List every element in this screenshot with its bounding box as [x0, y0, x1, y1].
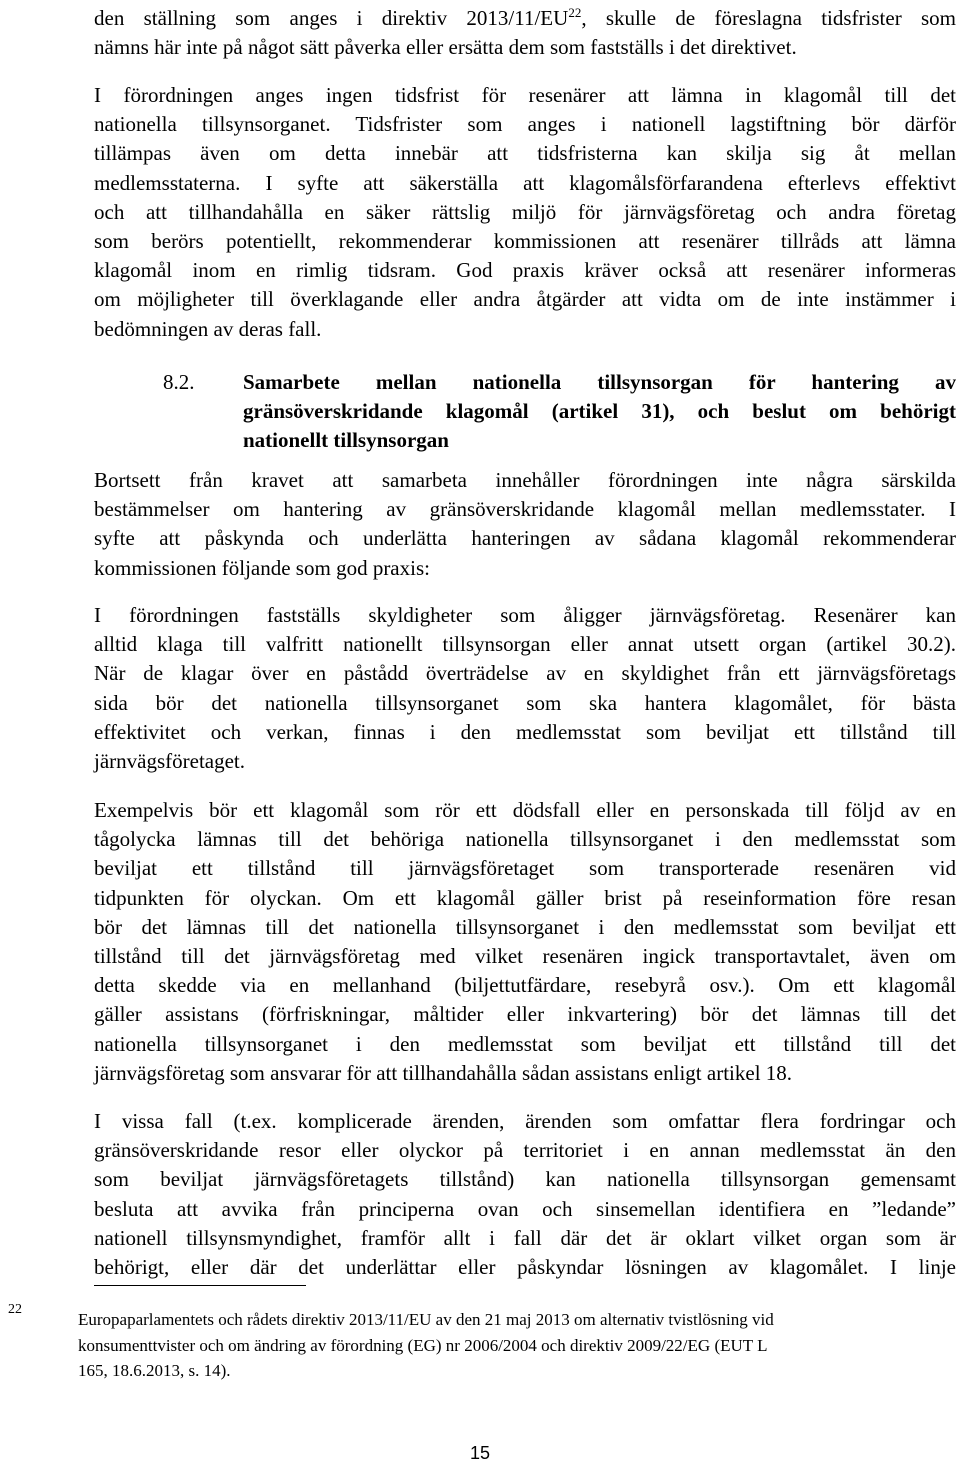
- text-line: nämns här inte på något sätt påverka eller ersätta dem som fastställs i det direktivet.: [94, 35, 797, 60]
- text-line: gränsöverskridande resor eller olyckor på territoriet i en annan medlemsstat än den: [94, 1138, 956, 1163]
- section-number: 8.2.: [163, 370, 195, 394]
- text-line: Bortsett från kravet att samarbeta innehåller förordningen inte några särskilda: [94, 468, 956, 492]
- text-line: nationell tillsynsmyndighet, framför allt i fall där det är oklart vilket organ som är: [94, 1225, 956, 1250]
- text-line: kommissionen följande som god praxis:: [94, 555, 430, 580]
- text-line: bör det lämnas till det nationella tillsynsorganet i den medlemsstat som beviljat ett: [94, 914, 956, 939]
- text-line: gäller assistans (förfriskningar, måltider eller inkvartering) bör det lämnas till det: [94, 1002, 956, 1027]
- section-title: [243, 368, 956, 456]
- heading-line: gränsöverskridande klagomål (artikel 31), och beslut om behörigt: [243, 399, 956, 424]
- text-line: sida bör det nationella tillsynsorganet som ska hantera klagomålet, för bästa: [94, 690, 956, 715]
- paragraph-continuation: [94, 4, 956, 62]
- text-line: Exempelvis bör ett klagomål som rör ett dödsfall eller en personskada till följd av en: [94, 798, 956, 822]
- text-line: bestämmelser om hantering av gränsöverskridande klagomål mellan medlemsstater. I: [94, 497, 956, 522]
- text-line: klagomål inom en rimlig tidsram. God praxis kräver också att resenärer informeras: [94, 258, 956, 283]
- paragraph-obligations: [94, 601, 956, 776]
- text-line: tillämpas även om detta innebär att tidsfristerna kan skilja sig åt mellan: [94, 141, 956, 166]
- text-line: I förordningen fastställs skyldigheter som åligger järnvägsföretag. Resenärer kan: [94, 603, 956, 627]
- text-line: detta skedde via en mellanhand (biljettutfärdare, resebyrå osv.). Om ett klagomål: [94, 973, 956, 998]
- text-line: effektivitet och verkan, finnas i den medlemsstat som beviljat ett tillstånd till: [94, 719, 956, 744]
- paragraph-special-cases: [94, 1107, 956, 1282]
- footnote-line: Europaparlamentets och rådets direktiv 2013/11/EU av den 21 maj 2013 om alternativ tvistlösning vid: [78, 1310, 774, 1329]
- text-line: medlemsstaterna. I syfte att säkerställa att klagomålsförfarandena efterlevs effektivt: [94, 170, 956, 195]
- text-line: behörigt, eller där det underlättar eller påskyndar lösningen av klagomålet. I linje: [94, 1254, 956, 1279]
- text-line: När de klagar över en påstådd överträdelse av en skyldighet från ett järnvägsföretags: [94, 661, 956, 686]
- text-line: beviljat ett tillstånd till järnvägsföretaget som transporterade resenären vid: [94, 856, 956, 881]
- text-line: tillstånd till det järnvägsföretag med vilket resenären ingick transportavtalet, även om: [94, 943, 956, 968]
- text-line: den ställning som anges i direktiv 2013/11/EU$^{22}$, skulle de föreslagna tidsfrister som: [94, 5, 956, 30]
- text-line: I vissa fall (t.ex. komplicerade ärenden, ärenden som omfattar flera fordringar och: [94, 1109, 956, 1133]
- text-line: och att tillhandahålla en säker rättslig miljö för järnvägsföretag och andra företag: [94, 199, 956, 224]
- text-line: tågolycka lämnas till det behöriga nationella tillsynsorganet i den medlemsstat som: [94, 827, 956, 852]
- text-line: syfte att påskynda och underlätta hanteringen av sådana klagomål rekommenderar: [94, 526, 956, 551]
- page-number: 15: [470, 1443, 491, 1463]
- footnote-line: 165, 18.6.2013, s. 14).: [78, 1361, 231, 1380]
- text-line: I förordningen anges ingen tidsfrist för resenärer att lämna in klagomål till det: [94, 83, 956, 107]
- text-line: bedömningen av deras fall.: [94, 316, 322, 341]
- text-line: järnvägsföretag som ansvarar för att tillhandahålla sådan assistans enligt artikel 18.: [94, 1060, 793, 1085]
- paragraph-cooperation: [94, 466, 956, 583]
- text-line: besluta att avvika från principerna ovan och sinsemellan identifiera en ”ledande”: [94, 1196, 956, 1221]
- text-line: som berörs potentiellt, rekommenderar kommissionen att resenärer tillråds att lämna: [94, 228, 956, 253]
- text-line: som beviljat järnvägsföretagets tillstånd) kan nationella tillsynsorgan gemensamt: [94, 1167, 956, 1192]
- footnote-line: konsumenttvister och om ändring av förordning (EG) nr 2006/2004 och direktiv 2009/22/EG (EUT L: [78, 1335, 768, 1355]
- text-line: tidpunkten för olyckan. Om ett klagomål gäller brist på reseinformation före resan: [94, 885, 956, 910]
- footnote-separator: [94, 1285, 306, 1286]
- footnote-marker: 22: [8, 1302, 22, 1317]
- text-line: om möjligheter till överklagande eller andra åtgärder att vidta om de inte instämmer i: [94, 287, 956, 312]
- text-line: nationella tillsynsorganet. Tidsfrister som anges i nationell lagstiftning bör därför: [94, 112, 956, 137]
- text-line: järnvägsföretaget.: [94, 748, 246, 773]
- footnote-text: [78, 1307, 940, 1384]
- text-line: alltid klaga till valfritt nationellt tillsynsorgan eller annat utsett organ (artikel 30.2).: [94, 632, 956, 657]
- footnote-reference[interactable]: 22: [568, 5, 582, 20]
- heading-line: nationellt tillsynsorgan: [243, 428, 449, 453]
- text-line: nationella tillsynsorganet i den medlemsstat som beviljat ett tillstånd till det: [94, 1031, 956, 1056]
- paragraph-time-limits: [94, 81, 956, 344]
- paragraph-examples: [94, 796, 956, 1088]
- heading-line: Samarbete mellan nationella tillsynsorgan för hantering av: [243, 370, 956, 394]
